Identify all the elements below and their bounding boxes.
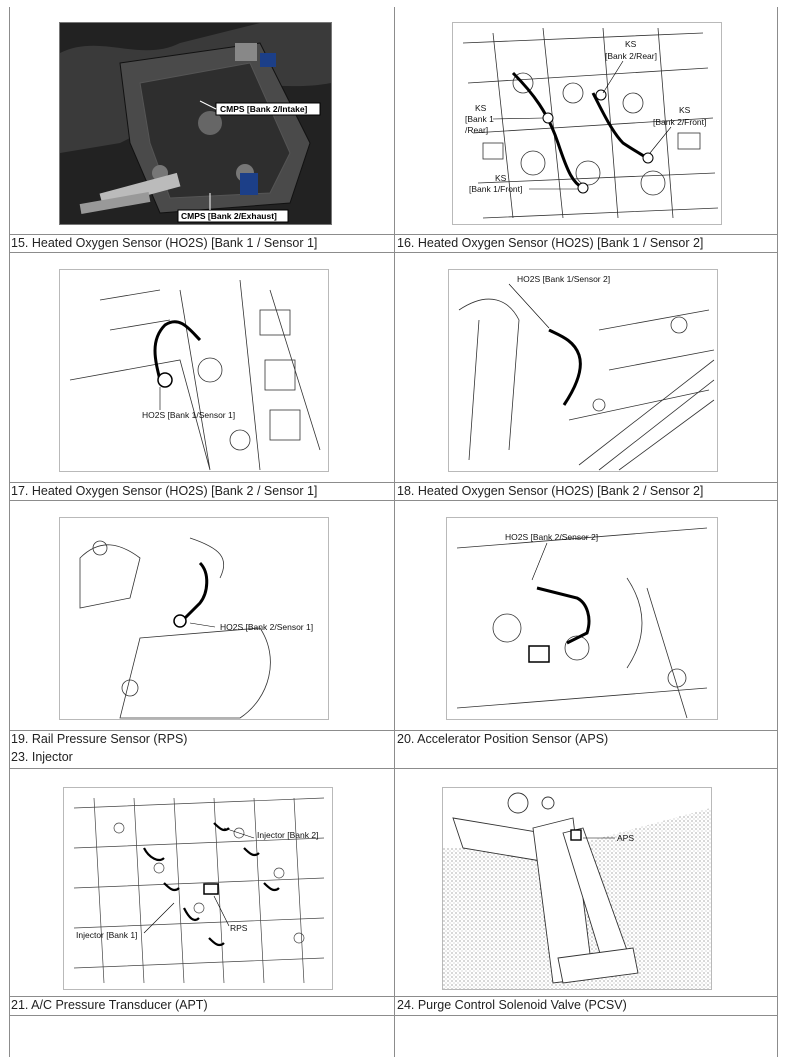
caption-17: 17. Heated Oxygen Sensor (HO2S) [Bank 2 / Sensor 1] — [11, 484, 318, 498]
table-border-left — [9, 7, 10, 1057]
rps-label: RPS — [230, 923, 248, 933]
rps-injector-diagram — [63, 787, 333, 990]
row-divider — [9, 1015, 778, 1016]
ho2s-bank1-sensor1-diagram — [59, 269, 329, 472]
cmps-exhaust-label: CMPS [Bank 2/Exhaust] — [181, 211, 277, 221]
svg-text:[Bank 1/Front]: [Bank 1/Front] — [469, 184, 523, 194]
caption-19: 19. Rail Pressure Sensor (RPS) — [11, 732, 188, 746]
caption-20: 20. Accelerator Position Sensor (APS) — [397, 732, 609, 746]
table-column-divider — [394, 7, 395, 1057]
svg-text:KS: KS — [679, 105, 691, 115]
cmps-intake-label: CMPS [Bank 2/Intake] — [220, 104, 308, 114]
ho2s-bank2-sensor1-diagram — [59, 517, 329, 720]
caption-23: 23. Injector — [11, 750, 73, 764]
row-divider — [9, 500, 778, 501]
row-divider — [9, 768, 778, 769]
svg-text:[Bank 2/Front]: [Bank 2/Front] — [653, 117, 707, 127]
ho2s-b2s2-label: HO2S [Bank 2/Sensor 2] — [505, 532, 599, 542]
ho2s-bank1-sensor2-diagram — [448, 269, 718, 472]
svg-text:KS: KS — [495, 173, 507, 183]
cmps-photo — [59, 22, 332, 225]
svg-text:KS: KS — [625, 39, 637, 49]
engine-photo-image — [60, 23, 331, 224]
svg-text:KS: KS — [475, 103, 487, 113]
row-divider — [9, 252, 778, 253]
caption-16: 16. Heated Oxygen Sensor (HO2S) [Bank 1 / Sensor 2] — [397, 236, 704, 250]
aps-label: APS — [617, 833, 635, 843]
injector-bank2-label: Injector [Bank 2] — [257, 830, 319, 840]
svg-text:[Bank 2/Rear]: [Bank 2/Rear] — [605, 51, 657, 61]
svg-text:/Rear]: /Rear] — [465, 125, 489, 135]
caption-18: 18. Heated Oxygen Sensor (HO2S) [Bank 2 / Sensor 2] — [397, 484, 704, 498]
aps-diagram — [442, 787, 712, 990]
caption-21: 21. A/C Pressure Transducer (APT) — [11, 998, 208, 1012]
caption-24: 24. Purge Control Solenoid Valve (PCSV) — [397, 998, 627, 1012]
caption-15: 15. Heated Oxygen Sensor (HO2S) [Bank 1 / Sensor 1] — [11, 236, 318, 250]
svg-text:[Bank 1: [Bank 1 — [465, 114, 494, 124]
table-border-right — [777, 7, 778, 1057]
knock-sensor-diagram — [452, 22, 722, 225]
ho2s-b1s2-label: HO2S [Bank 1/Sensor 2] — [517, 274, 611, 284]
ho2s-bank2-sensor2-diagram — [446, 517, 718, 720]
ho2s-b2s1-label: HO2S [Bank 2/Sensor 1] — [220, 622, 314, 632]
ho2s-b1s1-label: HO2S [Bank 1/Sensor 1] — [142, 410, 236, 420]
injector-bank1-label: Injector [Bank 1] — [76, 930, 138, 940]
